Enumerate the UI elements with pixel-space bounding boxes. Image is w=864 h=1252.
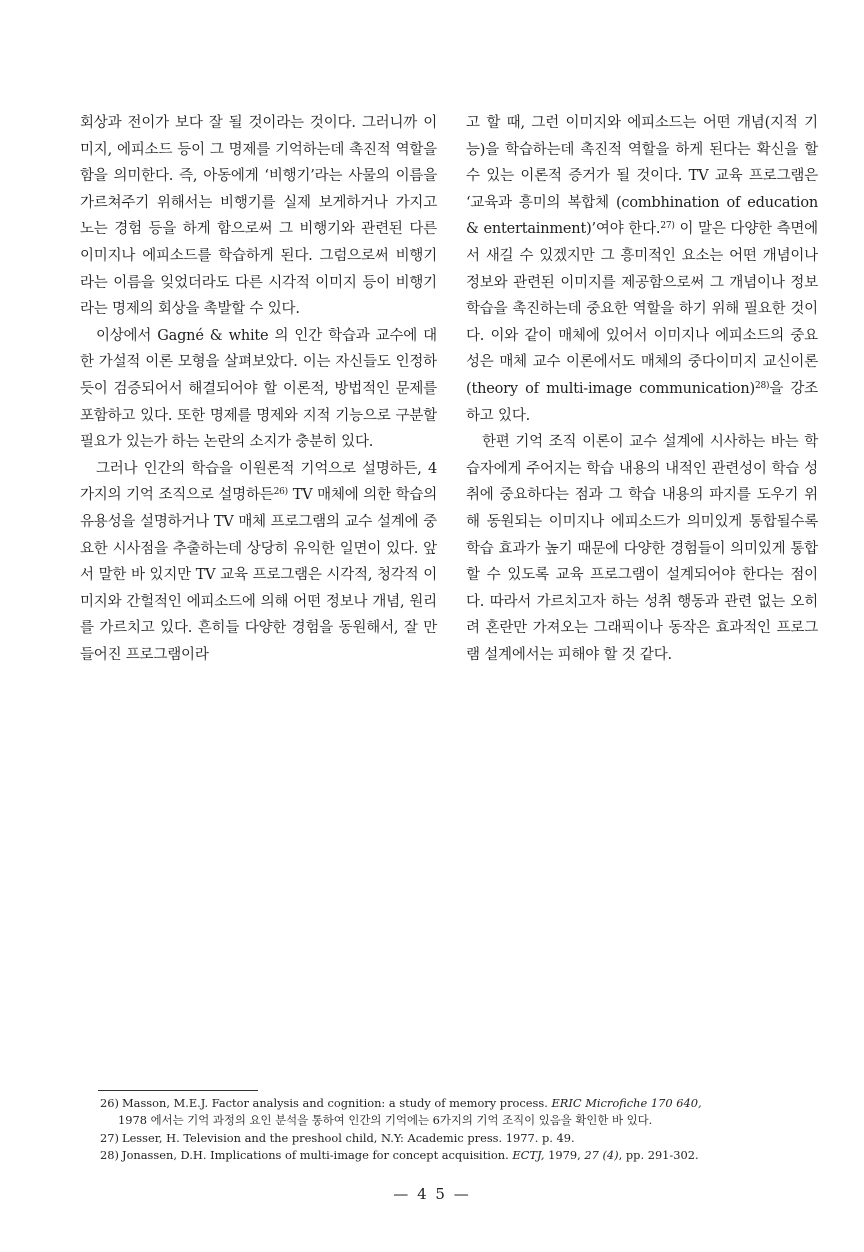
footnote (100, 1130, 820, 1147)
paragraph: 회상과 전이가 보다 잘 될 것이라는 것이다. 그러니까 이미지, 에피소드 등이 그 명제를 기억하는데 촉진적 역할을 함을 의미한다. 즉, 아동에게 ‘비행기’라는 사물의 이름을 가르쳐주기 위해서는 비행기를 실제 보게하거나 가지고 노는 경험 등을 하게 함으로써 그 비행기와 관련된 다른 이미지나 에피소드를 학습하게 된다. 그럼으로써 비행기라는 이름을 잊었더라도 다른 시각적 이미지 등이 비행기라는 명제의 회상을 촉발할 수 있다. (80, 115, 437, 318)
paragraph-text: 고 할 때, 그런 이미지와 에피소드는 어떤 개념(지적 기능)을 학습하는데 촉진적 역할을 하게 된다는 확신을 할 수 있는 이론적 증거가 될 것이다. TV 교육 프로그램은 ‘교육과 흥미의 복합체 (combhination of education & entertainment)’여야 한다. (466, 115, 818, 238)
left-column (80, 110, 437, 668)
paragraph (466, 110, 818, 429)
footnote-number: 28) (100, 1148, 119, 1163)
paragraph (80, 456, 437, 669)
footnote (100, 1095, 820, 1130)
paragraph: 이상에서 Gagné & white 의 인간 학습과 교수에 대한 가설적 이론 모형을 살펴보았다. 이는 자신들도 인정하듯이 검증되어서 해결되어야 할 이론적, 방법적인 문제를 포함하고 있다. 또한 명제를 명제와 지적 기능으로 구분할 필요가 있는가 하는 논란의 소지가 충분히 있다. (80, 327, 437, 451)
paragraph-text: 그러나 인간의 학습을 이원론적 기억으로 설명하든, 4가지의 기억 조직으로 설명하든 (80, 460, 437, 504)
footnote-divider (98, 1090, 258, 1091)
footnote-journal: ECTJ, (512, 1148, 545, 1163)
footnote (100, 1147, 820, 1164)
footnote-number: 27) (100, 1130, 119, 1145)
right-column (466, 110, 818, 668)
paragraph-text: 이 말은 다양한 측면에서 새길 수 있겠지만 그 흥미적인 요소는 어떤 개념이나 정보와 관련된 이미지를 제공함으로써 그 개념이나 정보 학습을 촉진하는데 중요한 역할을 하기 위해 필요한 것이다. 이와 같이 매체에 있어서 이미지나 에피소드의 중요성은 매체 교수 이론에서도 매체의 중다이미지 교신이론 (theory of multi-image communication) (466, 221, 818, 397)
footnote-reference: 27) (660, 221, 675, 232)
footnote-reference: 28) (754, 380, 770, 391)
paragraph-text: TV 매체에 의한 학습의 유용성을 설명하거나 TV 매체 프로그램의 교수 설계에 중요한 시사점을 추출하는데 상당히 유익한 일면이 있다. 앞서 말한 바 있지만 TV 교육 프로그램은 시각적, 청각적 이미지와 간헐적인 에피소드에 의해 어떤 정보나 개념, 원리를 가르치고 있다. 흔히들 다양한 경험을 동원해서, 잘 만들어진 프로그램이라 (80, 487, 437, 663)
footnotes (100, 1095, 820, 1165)
footnote-continuation: 1978 에서는 기억 과정의 요인 분석을 통하여 인간의 기억에는 6가지의 기억 조직이 있음을 확인한 바 있다. (118, 1113, 653, 1128)
footnote-text: Lesser, H. Television and the preshool child, N.Y: Academic press. 1977. p. 49. (122, 1130, 575, 1145)
paragraph-text: 을 강조하고 있다. (466, 380, 818, 424)
footnote-text: 1979, (544, 1148, 585, 1163)
footnote-number: 26) (100, 1096, 119, 1110)
footnote-reference: 26) (273, 487, 288, 498)
footnote-text: , pp. 291-302. (618, 1148, 699, 1163)
footnote-text: Jonassen, D.H. Implications of multi-image for concept acquisition. (122, 1148, 513, 1163)
page-number: — 4 5 — (393, 1185, 471, 1203)
footnote-text: Masson, M.E.J. Factor analysis and cognition: a study of memory process. (122, 1096, 552, 1110)
paragraph: 한편 기억 조직 이론이 교수 설계에 시사하는 바는 학습자에게 주어지는 학습 내용의 내적인 관련성이 학습 성취에 중요하다는 점과 그 학습 내용의 파지를 도우기 위해 동원되는 이미지나 에피소드가 의미있게 통합될수록 학습 효과가 높기 때문에 다양한 경험들이 의미있게 통합할 수 있도록 교육 프로그램이 설계되어야 한다는 점이다. 따라서 가르치고자 하는 성취 행동과 관련 없는 오히려 혼란만 가져오는 그래픽이나 동작은 효과적인 프로그램 설계에서는 피해야 할 것 같다. (466, 434, 818, 663)
footnote-volume: 27 (4) (584, 1148, 619, 1163)
footnote-source: ERIC Microfiche 170 640, (551, 1096, 702, 1110)
